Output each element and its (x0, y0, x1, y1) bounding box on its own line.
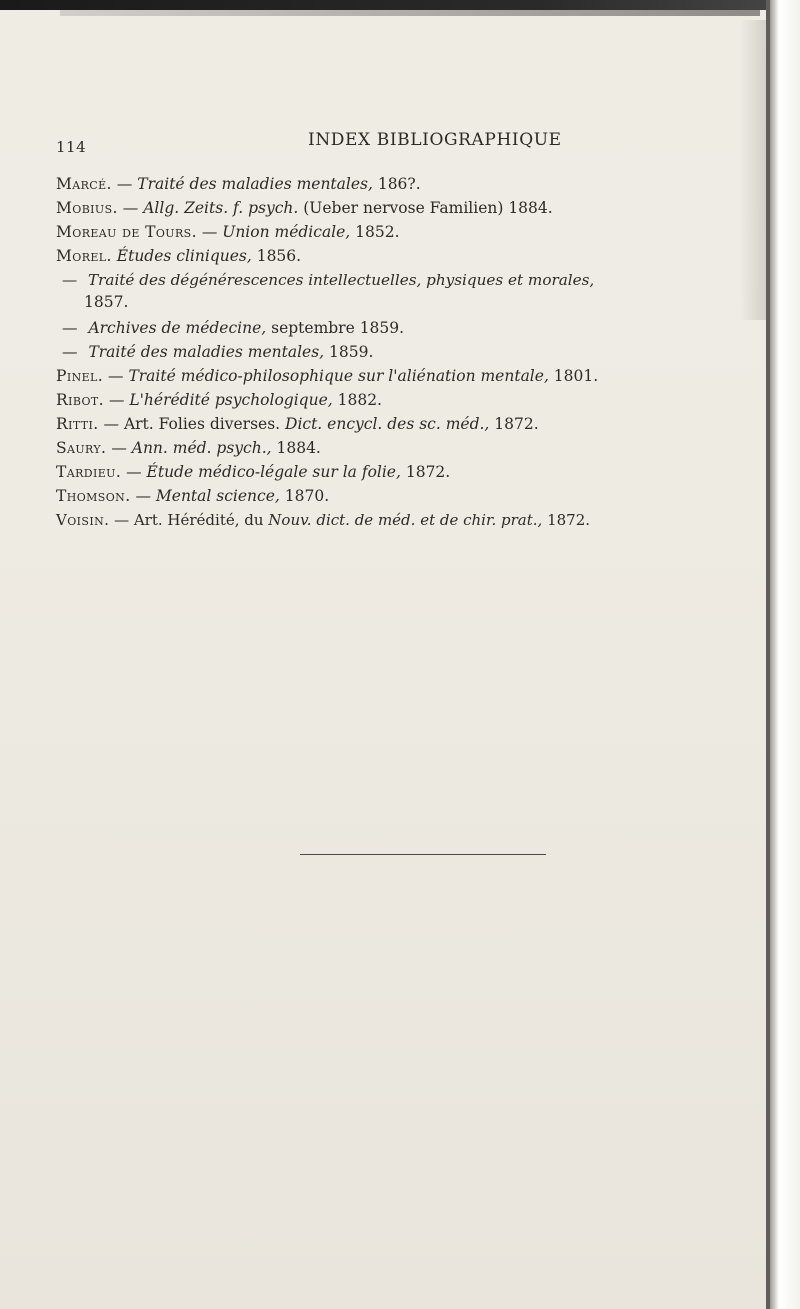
list-item (56, 510, 590, 530)
closing-rule (300, 854, 546, 855)
entry-author: Tardieu. (56, 463, 122, 481)
entry-rest: 1856. (251, 247, 302, 265)
list-item (62, 342, 373, 362)
entry-title: Traité des dégénérescences intellectuelles, physiques et morales, (88, 271, 595, 289)
list-item (56, 174, 421, 194)
entry-rest: 1852. (350, 223, 400, 241)
page-number: 114 (56, 138, 87, 156)
entry-author: Pinel. (56, 367, 104, 385)
list-item (56, 222, 400, 242)
entry-rest: 1872. (400, 463, 451, 481)
entry-rest: 1857. (84, 293, 129, 311)
entry-author: Marcé. (56, 175, 112, 193)
page-gutter-shadow (740, 20, 768, 320)
entry-author: Ritti. (56, 415, 99, 433)
entry-separator: — (62, 319, 78, 337)
entry-rest: 1859. (324, 343, 374, 361)
entry-rest: 1801. (548, 367, 599, 385)
entry-author: Voisin. (56, 511, 110, 529)
list-item (62, 318, 404, 338)
running-title: INDEX BIBLIOGRAPHIQUE (308, 130, 562, 150)
entry-title: Traité des maladies mentales, (88, 343, 325, 361)
entry-rest: (Ueber nervose Familien) 1884. (298, 199, 553, 217)
entry-prefix: Art. Folies diverses. (123, 415, 286, 433)
entry-title: Archives de médecine, (88, 319, 267, 337)
entry-author: Saury. (56, 439, 107, 457)
list-item (56, 198, 553, 218)
list-item (56, 414, 539, 434)
entry-separator: — (116, 175, 133, 193)
entry-title: Traité des maladies mentales, (137, 175, 373, 193)
entry-rest: 1870. (279, 487, 330, 505)
entry-author: Moreau de Tours. (56, 223, 197, 241)
entry-rest: septembre 1859. (266, 319, 405, 337)
list-item-continuation (84, 292, 128, 312)
list-item (56, 246, 301, 266)
entry-separator: — (201, 223, 218, 241)
entry-title: Traité médico-philosophique sur l'aliénation mentale, (128, 367, 549, 385)
entry-title: Nouv. dict. de méd. et de chir. prat., (268, 511, 543, 529)
entry-separator: — (114, 511, 130, 529)
entry-separator: — (62, 343, 78, 361)
entry-title: Union médicale, (222, 223, 351, 241)
list-item (56, 366, 598, 386)
entry-separator: — (62, 271, 78, 289)
entry-separator: — (122, 199, 139, 217)
entry-prefix: Art. Hérédité, du (133, 511, 269, 529)
entry-author: Thomson. (56, 487, 131, 505)
entry-separator: — (103, 415, 120, 433)
entry-author: Morel. (56, 247, 112, 265)
entry-title: Allg. Zeits. f. psych. (143, 199, 299, 217)
list-item (62, 270, 594, 290)
scan-top-edge (0, 0, 770, 10)
entry-rest: 1884. (271, 439, 321, 457)
entry-title: Mental science, (155, 487, 280, 505)
list-item (56, 390, 382, 410)
entry-title: Ann. méd. psych., (131, 439, 272, 457)
entry-separator: — (126, 463, 142, 481)
entry-rest: 1872. (489, 415, 539, 433)
entry-title: Dict. encycl. des sc. méd., (285, 415, 490, 433)
entry-title: Études cliniques, (116, 247, 252, 265)
entry-separator: — (135, 487, 151, 505)
entry-rest: 1872. (542, 511, 591, 529)
list-item (56, 438, 321, 458)
entry-rest: 1882. (332, 391, 382, 409)
page-header (56, 130, 756, 160)
entry-separator: — (108, 391, 125, 409)
entry-title: L'hérédité psychologique, (129, 391, 333, 409)
scan-top-shadow (60, 10, 760, 16)
list-item (56, 486, 329, 506)
scan-right-margin (770, 0, 800, 1309)
entry-separator: — (108, 367, 124, 385)
entry-title: Étude médico-légale sur la folie, (146, 463, 401, 481)
entry-rest: 186?. (372, 175, 421, 193)
entry-author: Mobius. (56, 199, 118, 217)
entry-separator: — (111, 439, 127, 457)
list-item (56, 462, 450, 482)
entry-author: Ribot. (56, 391, 104, 409)
